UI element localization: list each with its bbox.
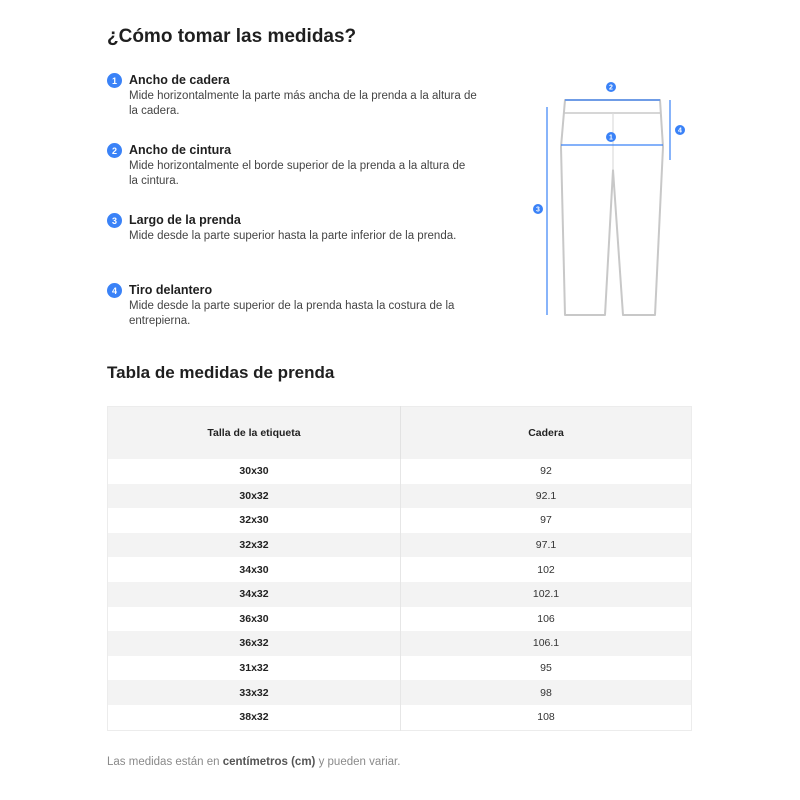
table-row [108,656,692,681]
size-cell: 33x32 [108,680,401,705]
step-number-badge: 3 [107,213,122,228]
table-row [108,705,692,730]
page-title: ¿Cómo tomar las medidas? [107,26,357,47]
hip-cell: 92 [401,459,692,484]
step-number-badge: 2 [107,143,122,158]
hip-cell: 106.1 [401,631,692,656]
column-header-size: Talla de la etiqueta [108,407,401,460]
table-row [108,680,692,705]
hip-cell: 98 [401,680,692,705]
hip-cell: 106 [401,607,692,632]
size-cell: 31x32 [108,656,401,681]
svg-text:1: 1 [609,134,613,142]
hip-cell: 97.1 [401,533,692,558]
table-row [108,508,692,533]
size-cell: 36x32 [108,631,401,656]
hip-cell: 92.1 [401,484,692,509]
footnote-suffix: y pueden variar. [315,756,401,768]
table-row [108,582,692,607]
hip-cell: 97 [401,508,692,533]
pants-measurement-diagram [525,75,695,320]
step-title: Ancho de cintura [129,143,232,157]
table-row [108,557,692,582]
size-cell: 34x30 [108,557,401,582]
size-cell: 30x30 [108,459,401,484]
step-title: Largo de la prenda [129,213,241,227]
step-number-badge: 1 [107,73,122,88]
measurement-steps [107,72,477,352]
svg-text:4: 4 [678,127,682,135]
footnote-prefix: Las medidas están en [107,756,223,768]
size-cell: 36x30 [108,607,401,632]
table-row [108,533,692,558]
table-row [108,631,692,656]
hip-cell: 95 [401,656,692,681]
units-footnote [107,756,400,768]
step-item [107,142,477,212]
hip-cell: 108 [401,705,692,730]
step-item [107,212,477,282]
step-description: Mide desde la parte superior de la prenda hasta la costura de la entrepierna. [129,300,455,327]
size-cell: 32x30 [108,508,401,533]
step-number-badge: 4 [107,283,122,298]
table-title: Tabla de medidas de prenda [107,363,335,382]
size-cell: 38x32 [108,705,401,730]
table-header-row [108,407,692,460]
footnote-emphasis: centímetros (cm) [222,756,316,768]
step-description: Mide horizontalmente el borde superior de la prenda a la altura de la cintura. [129,160,466,187]
marker-length [533,204,543,214]
table-row [108,607,692,632]
marker-rise [675,125,685,135]
step-title: Ancho de cadera [129,73,230,87]
step-description: Mide horizontalmente la parte más ancha de la prenda a la altura de la cadera. [129,90,477,117]
marker-waist [606,82,616,92]
size-cell: 30x32 [108,484,401,509]
step-item [107,282,477,352]
size-cell: 32x32 [108,533,401,558]
column-header-hip: Cadera [401,407,692,460]
step-item [107,72,477,142]
hip-cell: 102 [401,557,692,582]
table-row [108,484,692,509]
hip-cell: 102.1 [401,582,692,607]
step-description: Mide desde la parte superior hasta la parte inferior de la prenda. [129,230,457,242]
table-row [108,459,692,484]
size-cell: 34x32 [108,582,401,607]
svg-text:2: 2 [609,84,613,92]
size-table [107,406,692,731]
step-title: Tiro delantero [129,283,213,297]
marker-hip [606,132,616,142]
svg-text:3: 3 [536,206,540,214]
